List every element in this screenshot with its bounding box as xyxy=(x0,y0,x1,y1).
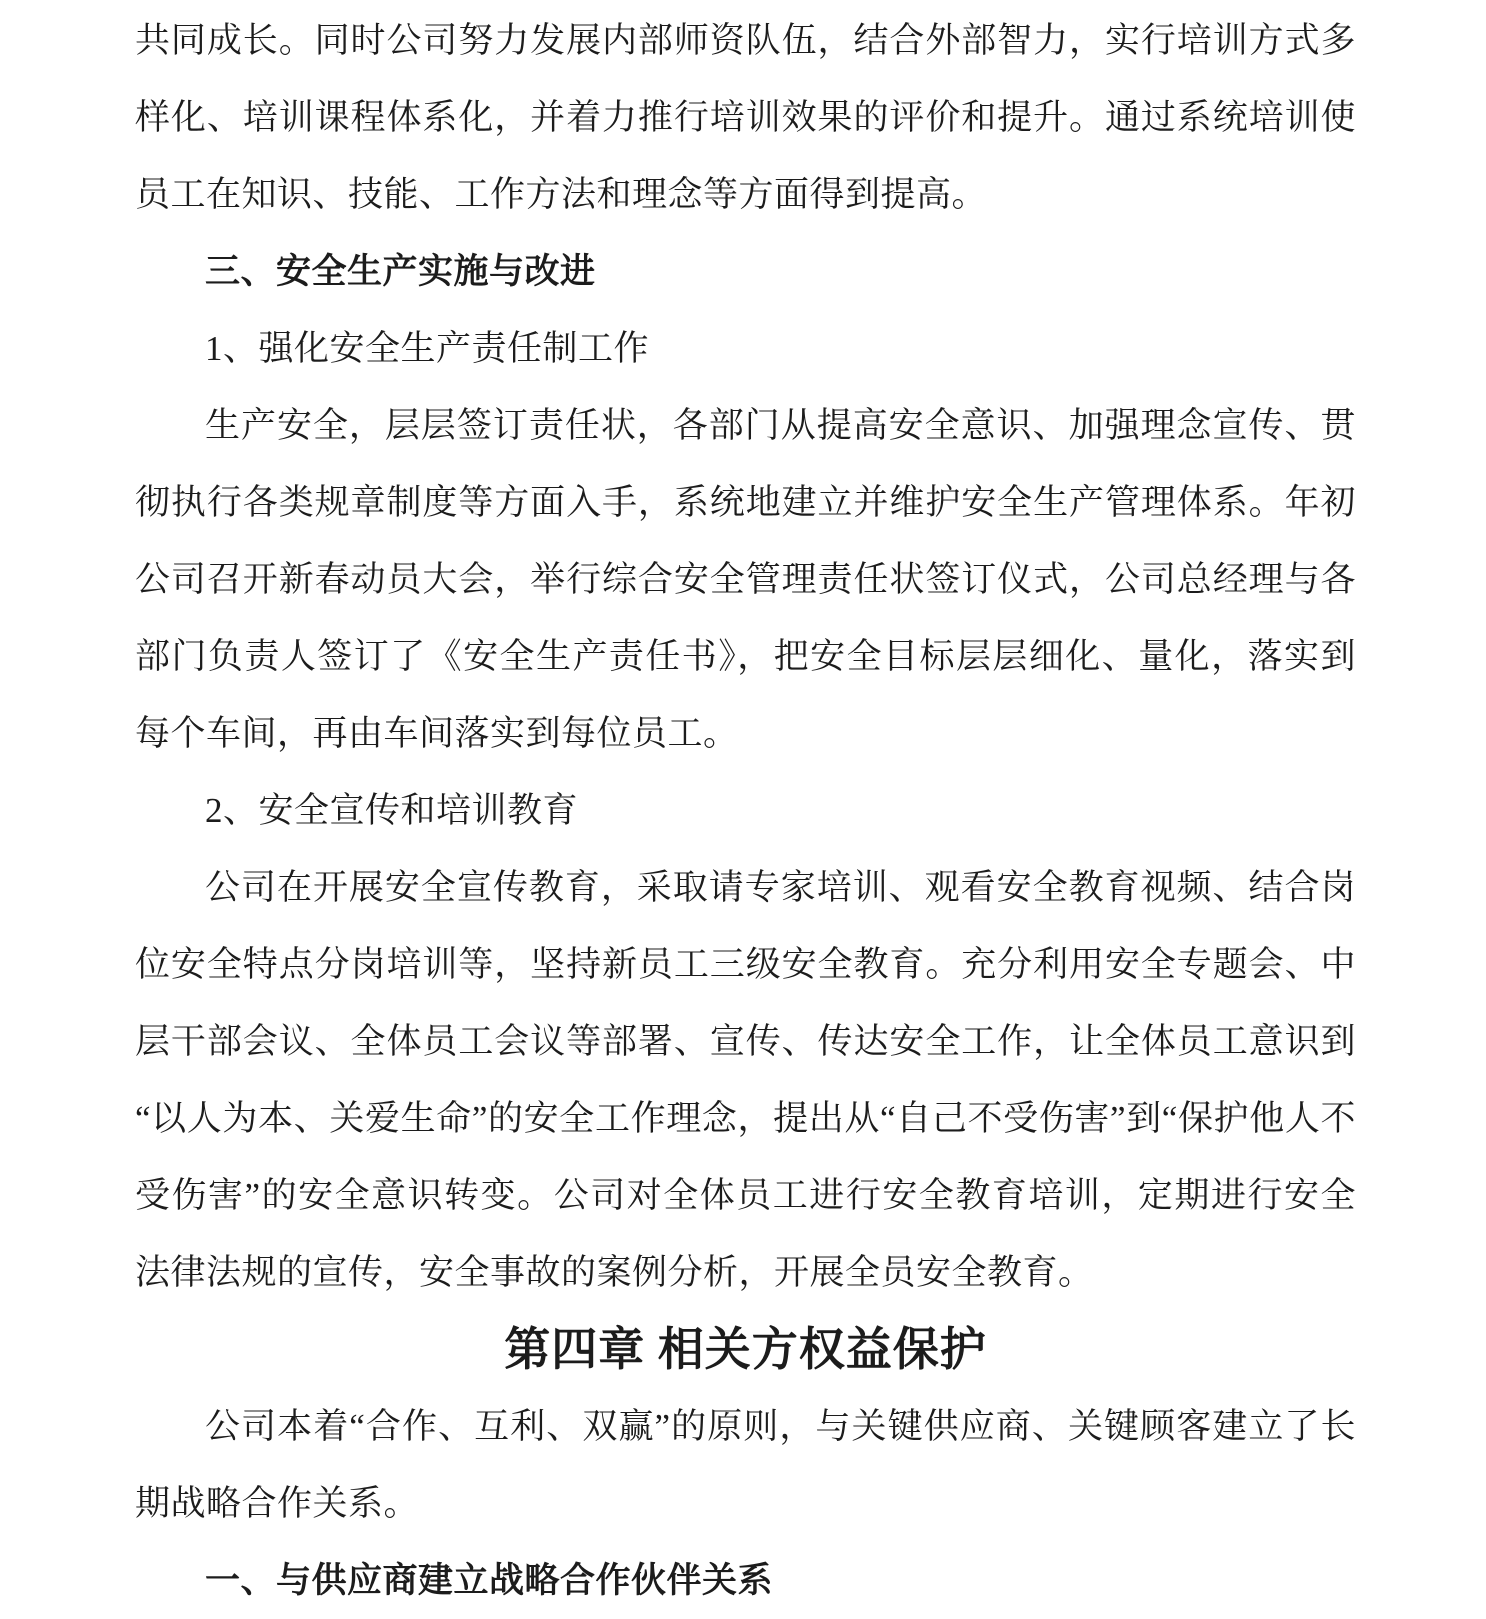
paragraph-safety-training: 公司在开展安全宣传教育，采取请专家培训、观看安全教育视频、结合岗位安全特点分岗培训等，坚持新员工三级安全教育。充分利用安全专题会、中层干部会议、全体员工会议等部署、宣传、传达安全工作，让全体员工意识到“以人为本、关爱生命”的安全工作理念，提出从“自己不受伤害”到“保护他人不受伤害”的安全意识转变。公司对全体员工进行安全教育培训，定期进行安全法律法规的宣传，安全事故的案例分析，开展全员安全教育。 xyxy=(135,868,1356,1292)
paragraph-responsibility-system: 生产安全，层层签订责任状，各部门从提高安全意识、加强理念宣传、贯彻执行各类规章制度等方面入手，系统地建立并维护安全生产管理体系。年初公司召开新春动员大会，举行综合安全管理责任状签订仪式，公司总经理与各部门负责人签订了《安全生产责任书》，把安全目标层层细化、量化，落实到每个车间，再由车间落实到每位员工。 xyxy=(135,406,1356,753)
subheading-2-safety-training: 2、安全宣传和培训教育 xyxy=(205,791,579,830)
paragraph-training-continuation: 共同成长。同时公司努力发展内部师资队伍，结合外部智力，实行培训方式多样化、培训课程体系化，并着力推行培训效果的评价和提升。通过系统培训使员工在知识、技能、工作方法和理念等方面得到提高。 xyxy=(135,21,1356,214)
section-heading-supplier-partnership: 一、与供应商建立战略合作伙伴关系 xyxy=(205,1561,774,1600)
subheading-1-responsibility-system: 1、强化安全生产责任制工作 xyxy=(205,329,650,368)
paragraph-cooperation-principle: 公司本着“合作、互利、双赢”的原则，与关键供应商、关键顾客建立了长期战略合作关系。 xyxy=(135,1407,1356,1523)
document-body xyxy=(135,2,1356,1619)
chapter-title-stakeholder-rights: 第四章 相关方权益保护 xyxy=(504,1324,987,1375)
section-heading-safety-production: 三、安全生产实施与改进 xyxy=(205,252,596,291)
